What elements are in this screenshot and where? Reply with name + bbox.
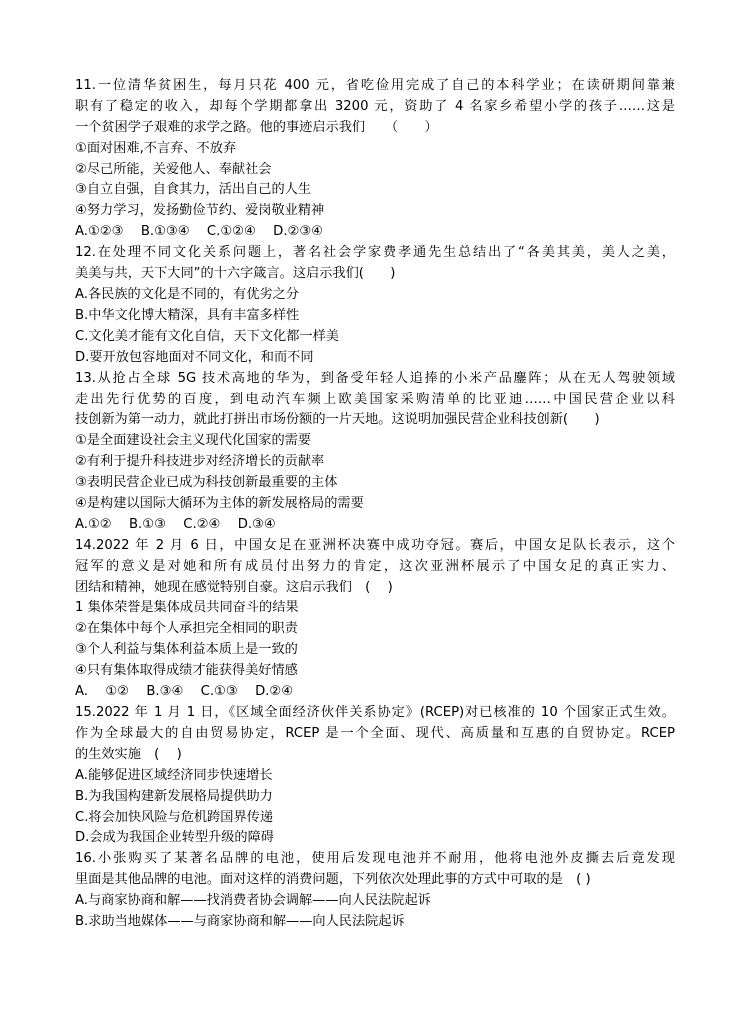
stem-line: 14.2022 年 2 月 6 日，中国女足在亚洲杯决赛中成功夺冠。赛后，中国女足队长表示，这个 — [75, 537, 675, 553]
statement-item: ②尽己所能，关爱他人、奉献社会 — [75, 161, 272, 177]
question-stem — [75, 369, 675, 432]
stem-line: 里面是其他品牌的电池。面对这样的消费问题，下列依次处理此事的方式中可取的是 ( ) — [75, 872, 591, 888]
answer-option: B.中华文化博大精深，具有丰富多样性 — [75, 307, 300, 323]
answer-options: A.①②③ B.①③④ C.①②④ D.②③④ — [75, 224, 323, 240]
exam-page — [75, 76, 675, 933]
stem-line: 走出先行优势的百度，到电动汽车频上欧美国家采购清单的比亚迪……中国民营企业以科 — [75, 391, 675, 407]
stem-line: 一个贫困学子艰难的求学之路。他的事迹启示我们 （ ） — [75, 119, 438, 135]
question-15 — [75, 703, 675, 849]
answer-option: D.会成为我国企业转型升级的障碍 — [75, 830, 274, 846]
answer-option: D.要开放包容地面对不同文化，和而不同 — [75, 349, 314, 365]
answer-option: A.与商家协商和解——找消费者协会调解——向人民法院起诉 — [75, 893, 431, 909]
question-stem — [75, 243, 675, 285]
stem-line: 作为全球最大的自由贸易协定，RCEP 是一个全面、现代、高质量和互惠的自贸协定。RCEP — [75, 725, 675, 741]
stem-line: 的生效实施 ( ) — [75, 746, 182, 762]
question-stem — [75, 536, 675, 599]
question-stem — [75, 703, 675, 766]
stem-line: 15.2022 年 1 月 1 日，《区域全面经济伙伴关系协定》(RCEP)对已核准的 10 个国家正式生效。 — [75, 705, 675, 721]
statement-item: ④只有集体取得成绩才能获得美好情感 — [75, 663, 298, 679]
statement-item: ③自立自强，自食其力，活出自己的人生 — [75, 182, 312, 198]
stem-line: 技创新为第一动力，就此打拼出市场份额的一片天地。这说明加强民营企业科技创新( ) — [75, 412, 600, 428]
stem-line: 美美与共，天下大同”的十六字箴言。这启示我们( ) — [75, 266, 396, 282]
stem-line: 16.小张购买了某著名品牌的电池，使用后发现电池并不耐用，他将电池外皮撕去后竟发现 — [75, 851, 675, 867]
statement-item: ①面对困难,不言弃、不放弃 — [75, 140, 237, 156]
answer-option: C.将会加快风险与危机跨国界传递 — [75, 809, 274, 825]
statement-item: ②有利于提升科技进步对经济增长的贡献率 — [75, 454, 325, 470]
answer-option: B.为我国构建新发展格局提供助力 — [75, 788, 273, 804]
question-stem — [75, 849, 675, 891]
stem-line: 11.一位清华贫困生，每月只花 400 元，省吃俭用完成了自己的本科学业；在读研期间靠兼 — [75, 78, 675, 93]
answer-option: A.各民族的文化是不同的，有优劣之分 — [75, 286, 299, 302]
stem-line: 12.在处理不同文化关系问题上，著名社会学家费孝通先生总结出了“各美其美，美人之美， — [75, 245, 675, 261]
statement-item: ③表明民营企业已成为科技创新最重要的主体 — [75, 475, 338, 491]
question-13 — [75, 369, 675, 536]
stem-line: 冠军的意义是对她和所有成员付出努力的肯定，这次亚洲杯展示了中国女足的真正实力、 — [75, 558, 675, 574]
question-14 — [75, 536, 675, 703]
answer-option: C.文化美才能有文化自信，天下文化都一样美 — [75, 328, 339, 344]
question-stem — [75, 76, 675, 139]
statement-item: ①是全面建设社会主义现代化国家的需要 — [75, 433, 312, 449]
statement-item: ②在集体中每个人承担完全相同的职责 — [75, 621, 298, 637]
statement-item: 1 集体荣誉是集体成员共同奋斗的结果 — [75, 600, 299, 616]
answer-option: A.能够促进区域经济同步快速增长 — [75, 767, 273, 783]
answer-option: B.求助当地媒体——与商家协商和解——向人民法院起诉 — [75, 914, 405, 929]
statement-item: ③个人利益与集体利益本质上是一致的 — [75, 642, 298, 658]
question-16 — [75, 849, 675, 933]
statement-item: ④努力学习，发扬勤俭节约、爱岗敬业精神 — [75, 203, 325, 219]
question-11 — [75, 76, 675, 243]
stem-line: 13.从抢占全球 5G 技术高地的华为，到备受年轻人追捧的小米产品鏖阵；从在无人驾驶领域 — [75, 370, 675, 386]
answer-options: A.①② B.①③ C.②④ D.③④ — [75, 516, 276, 532]
statement-item: ④是构建以国际大循环为主体的新发展格局的需要 — [75, 496, 364, 511]
stem-line: 职有了稳定的收入，却每个学期都拿出 3200 元，资助了 4 名家乡希望小学的孩子……这是 — [75, 98, 675, 114]
answer-options: A. ①② B.③④ C.①③ D.②④ — [75, 684, 294, 700]
question-12 — [75, 243, 675, 368]
stem-line: 团结和精神，她现在感觉特别自豪。这启示我们 ( ) — [75, 579, 393, 595]
